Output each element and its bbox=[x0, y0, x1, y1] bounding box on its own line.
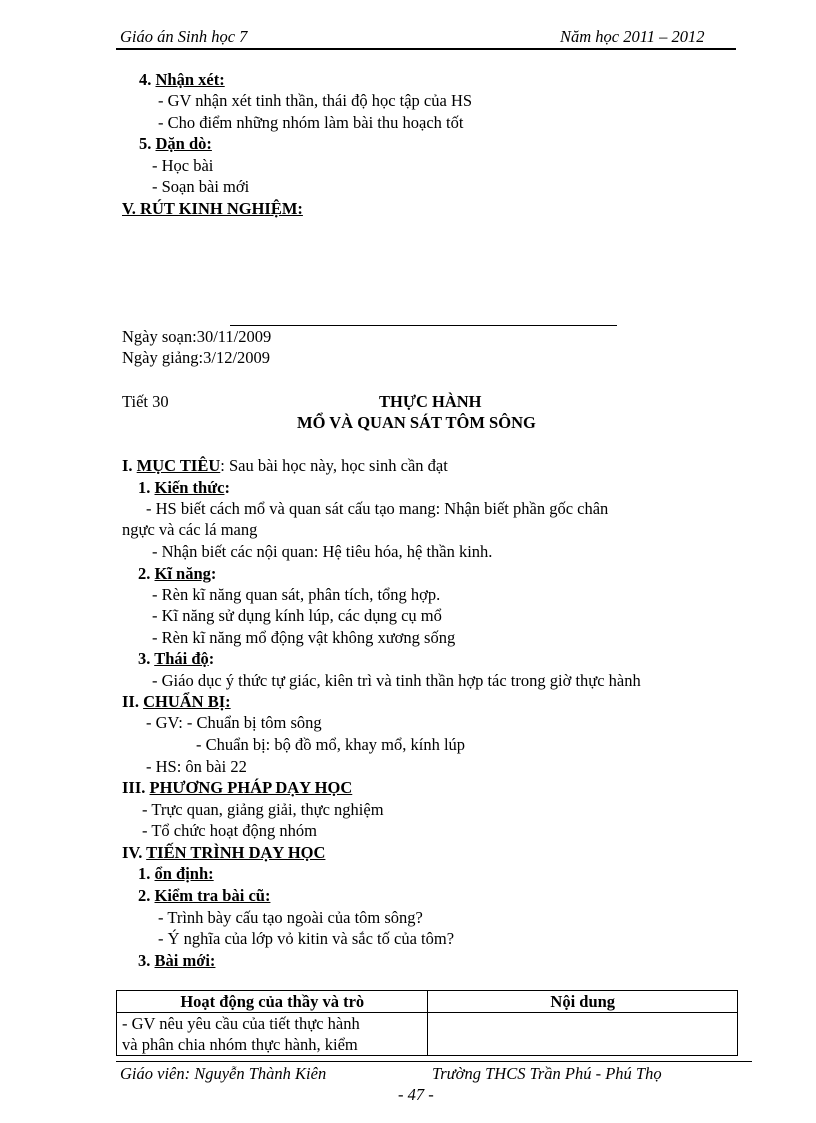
lesson-activity-table bbox=[116, 990, 738, 1056]
phuong-phap-heading bbox=[122, 778, 352, 798]
list-item: - Cho điểm những nhóm làm bài thu hoạch tốt bbox=[158, 113, 464, 132]
bai-moi-heading bbox=[138, 951, 215, 971]
section-number: 5. bbox=[139, 134, 156, 153]
list-item: - Tổ chức hoạt động nhóm bbox=[142, 821, 317, 840]
section-title: TIẾN TRÌNH DẠY HỌC bbox=[146, 843, 326, 862]
section-title: Thái độ bbox=[154, 649, 209, 668]
table-header-cell: Nội dung bbox=[428, 991, 738, 1013]
section-title: CHUẨN BỊ: bbox=[143, 692, 231, 711]
lesson-title-2: MỔ VÀ QUAN SÁT TÔM SÔNG bbox=[297, 413, 536, 432]
list-item: - GV nhận xét tinh thần, thái độ học tập của HS bbox=[158, 91, 473, 110]
section-number: 1. bbox=[138, 478, 155, 497]
heading-colon: : bbox=[224, 478, 230, 497]
section-number: 4. bbox=[139, 70, 156, 89]
tien-trinh-heading bbox=[122, 843, 325, 863]
chuan-bi-gv-2: - Chuẩn bị: bộ đồ mổ, khay mổ, kính lúp bbox=[196, 735, 466, 754]
section-title: Kiến thức bbox=[154, 478, 225, 497]
page-number: - 47 - bbox=[398, 1085, 434, 1104]
header-rule bbox=[116, 48, 736, 50]
lesson-separator bbox=[230, 325, 617, 326]
chuan-bi-gv-1: - GV: - Chuẩn bị tôm sông bbox=[146, 713, 322, 732]
ngay-soan: Ngày soạn:30/11/2009 bbox=[122, 327, 272, 346]
rut-kinh-nghiem-heading: V. RÚT KINH NGHIỆM: bbox=[122, 199, 303, 218]
footer-school: Trường THCS Trần Phú - Phú Thọ bbox=[432, 1064, 662, 1083]
on-dinh-heading bbox=[138, 864, 214, 884]
section-title: Dặn dò: bbox=[155, 134, 212, 153]
table-cell bbox=[428, 1013, 738, 1056]
section-number: III. bbox=[122, 778, 150, 797]
thai-do-heading bbox=[138, 649, 214, 669]
section-title: Nhận xét: bbox=[155, 70, 225, 89]
section-nhan-xet-heading bbox=[139, 70, 225, 90]
list-item: - Trực quan, giảng giải, thực nghiệm bbox=[142, 800, 384, 819]
lesson-title-1: THỰC HÀNH bbox=[379, 392, 482, 411]
section-title: PHƯƠNG PHÁP DẠY HỌC bbox=[149, 778, 353, 797]
section-number: 2. bbox=[138, 886, 155, 905]
ngay-giang: Ngày giảng:3/12/2009 bbox=[122, 348, 271, 367]
section-number: II. bbox=[122, 692, 144, 711]
list-item: - Ý nghĩa của lớp vỏ kitin và sắc tố của tôm? bbox=[158, 929, 455, 948]
list-item: - Rèn kĩ năng mổ động vật không xương sống bbox=[152, 628, 456, 647]
section-number: 1. bbox=[138, 864, 155, 883]
heading-colon: : bbox=[208, 649, 215, 668]
section-title: Kiểm tra bài cũ: bbox=[154, 886, 271, 905]
section-title: MỤC TIÊU bbox=[136, 456, 221, 475]
muc-tieu-heading bbox=[122, 456, 448, 476]
table-cell bbox=[117, 1013, 428, 1056]
section-title: Bài mới: bbox=[154, 951, 216, 970]
chuan-bi-hs: - HS: ôn bài 22 bbox=[146, 757, 247, 776]
table-row bbox=[117, 1013, 738, 1056]
list-item: - Kĩ năng sử dụng kính lúp, các dụng cụ mổ bbox=[152, 606, 442, 625]
kien-thuc-line: - Nhận biết các nội quan: Hệ tiêu hóa, hệ thần kinh. bbox=[152, 542, 493, 561]
footer-rule bbox=[116, 1061, 752, 1062]
section-number: IV. bbox=[122, 843, 147, 862]
ki-nang-heading bbox=[138, 564, 216, 584]
tiet-number: Tiết 30 bbox=[122, 392, 169, 411]
list-item: - Soạn bài mới bbox=[152, 177, 250, 196]
kien-thuc-line: ngực và các lá mang bbox=[122, 520, 258, 539]
thai-do-line: - Giáo dục ý thức tự giác, kiên trì và tinh thần hợp tác trong giờ thực hành bbox=[152, 671, 641, 690]
kien-thuc-line: - HS biết cách mổ và quan sát cấu tạo mang: Nhận biết phần gốc chân bbox=[146, 499, 609, 518]
section-number: 3. bbox=[138, 649, 155, 668]
list-item: - Trình bày cấu tạo ngoài của tôm sông? bbox=[158, 908, 423, 927]
chuan-bi-heading bbox=[122, 692, 231, 712]
table-header-cell: Hoạt động của thầy và trò bbox=[117, 991, 428, 1013]
section-number: 3. bbox=[138, 951, 155, 970]
kien-thuc-heading bbox=[138, 478, 230, 498]
muc-tieu-intro: : Sau bài học này, học sinh cần đạt bbox=[220, 456, 448, 475]
section-number: 2. bbox=[138, 564, 155, 583]
list-item: - Học bài bbox=[152, 156, 214, 175]
section-dan-do-heading bbox=[139, 134, 212, 154]
section-title: Kĩ năng bbox=[154, 564, 211, 583]
cell-line: - GV nêu yêu cầu của tiết thực hành bbox=[122, 1014, 360, 1033]
header-left: Giáo án Sinh học 7 bbox=[120, 27, 248, 46]
cell-line: và phân chia nhóm thực hành, kiểm bbox=[122, 1035, 358, 1054]
heading-colon: : bbox=[210, 564, 217, 583]
header-right: Năm học 2011 – 2012 bbox=[560, 27, 705, 46]
list-item: - Rèn kĩ năng quan sát, phân tích, tổng hợp. bbox=[152, 585, 441, 604]
table-header-row bbox=[117, 991, 738, 1013]
section-number: I. bbox=[122, 456, 137, 475]
kiem-tra-bai-cu-heading bbox=[138, 886, 270, 906]
footer-teacher: Giáo viên: Nguyễn Thành Kiên bbox=[120, 1064, 327, 1083]
section-title: ổn định: bbox=[154, 864, 214, 883]
